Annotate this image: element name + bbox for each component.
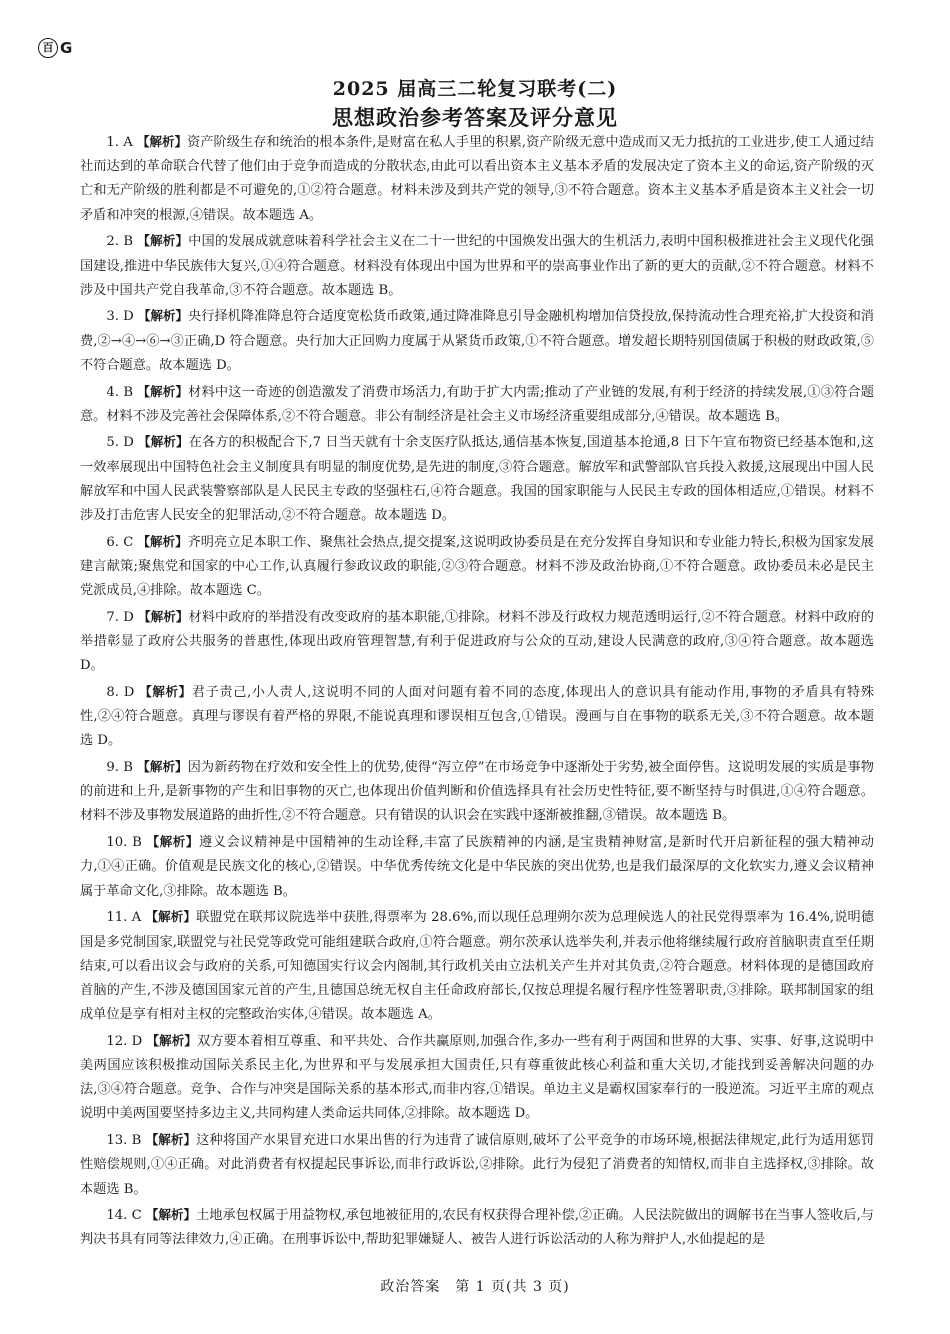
answer-item <box>80 1029 874 1127</box>
answer-item <box>80 605 874 679</box>
answer-number: 14. C <box>106 1208 142 1224</box>
answer-number: 2. B <box>106 234 134 250</box>
answer-explanation: 在各方的积极配合下,7 日当天就有十余支医疗队抵达,通信基本恢复,国道基本抢通,8 日下午宣布物资已经基本饱和,这一效率展现出中国特色社会主义制度具有明显的制度优势,是先进的制度,③符合题意。解放军和武警部队官兵投入救援,这展现出中国人民解放军和中国人民武装警察部队是人民民主专政的坚强柱石,④符合题意。我国的国家职能与人民民主专政的国体相适应,①错误。材料不涉及打击危害人民安全的犯罪活动,②不符合题意。故本题选 D。 <box>80 435 874 524</box>
analysis-tag: 【解析】 <box>137 308 189 324</box>
logo-circle-mark: 百 <box>38 38 58 58</box>
analysis-tag: 【解析】 <box>146 1032 197 1048</box>
page-subtitle: 思想政治参考答案及评分意见 <box>332 105 618 130</box>
answer-item <box>80 755 874 829</box>
answer-explanation: 央行择机降准降息符合适度宽松货币政策,通过降准降息引导金融机构增加信贷投放,保持流动性合理充裕,扩大投资和消费,②→④→⑥→③正确,D 符合题意。央行加大正回购力度属于从紧货币政策,①不符合题意。增发超长期特别国债属于积极的财政政策,⑤不符合题意。故本题选 D。 <box>80 309 874 373</box>
answer-item <box>80 130 874 228</box>
answer-number: 11. A <box>106 910 142 926</box>
answer-item <box>80 680 874 754</box>
logo <box>38 38 72 58</box>
answer-item <box>80 830 874 904</box>
analysis-tag: 【解析】 <box>136 134 188 149</box>
analysis-tag: 【解析】 <box>145 1207 197 1223</box>
analysis-tag: 【解析】 <box>145 909 197 925</box>
answer-explanation: 这种将国产水果冒充进口水果出售的行为违背了诚信原则,破坏了公平竞争的市场环境,根据法律规定,此行为适用惩罚性赔偿规则,①④正确。对此消费者有权提起民事诉讼,而非行政诉讼,②排除。此行为侵犯了消费者的知情权,而非自主选择权,③排除。故本题选 B。 <box>80 1133 875 1197</box>
answer-explanation: 资产阶级生存和统治的根本条件,是财富在私人手里的积累,资产阶级无意中造成而又无力抵抗的工业进步,使工人通过结社而达到的革命联合代替了他们由于竞争而造成的分散状态,由此可以看出资本主义基本矛盾的发展决定了资本主义的命运,资产阶级的灭亡和无产阶级的胜利都是不可避免的,①②符合题意。材料未涉及到共产党的领导,③不符合题意。资本主义基本矛盾是资本主义社会一切矛盾和冲突的根源,④错误。故本题选 A。 <box>80 135 874 223</box>
logo-letter: G <box>60 39 73 57</box>
page-title: 2025 届高三二轮复习联考(二) <box>332 78 618 100</box>
analysis-tag: 【解析】 <box>138 434 189 450</box>
answer-number: 12. D <box>106 1033 143 1049</box>
answer-explanation: 材料中政府的举措没有改变政府的基本职能,①排除。材料不涉及行政权力规范透明运行,②不符合题意。材料中政府的举措彰显了政府公共服务的普惠性,体现出政府管理智慧,有利于促进政府与公众的互动,建设人民满意的政府,③④符合题意。故本题选 D。 <box>80 609 874 674</box>
analysis-tag: 【解析】 <box>145 1132 197 1148</box>
answer-explanation: 齐明亮立足本职工作、聚焦社会热点,提交提案,这说明政协委员是在充分发挥自身知识和专业能力特长,积极为国家发展建言献策;聚焦党和国家的中心工作,认真履行参政议政的职能,②③符合题意。材料不涉及政治协商,①不符合题意。政协委员未必是民主党派成员,④排除。故本题选 C。 <box>80 534 874 599</box>
answer-explanation: 遵义会议精神是中国精神的生动诠释,丰富了民族精神的内涵,是宝贵精神财富,是新时代开启新征程的强大精神动力,①④正确。价值观是民族文化的核心,②错误。中华优秀传统文化是中华民族的突出优势,也是我们最深厚的文化软实力,遵义会议精神属于革命文化,③排除。故本题选 B。 <box>80 835 874 899</box>
answer-number: 13. B <box>106 1133 142 1149</box>
answer-explanation: 材料中这一奇迹的创造激发了消费市场活力,有助于扩大内需;推动了产业链的发展,有利于经济的持续发展,①③符合题意。材料不涉及完善社会保障体系,②不符合题意。非公有制经济是社会主义市场经济重要组成部分,④错误。故本题选 B。 <box>80 384 874 424</box>
analysis-tag: 【解析】 <box>137 759 188 775</box>
answer-number: 9. B <box>106 760 133 776</box>
answer-item <box>80 905 874 1027</box>
answer-explanation: 中国的发展成就意味着科学社会主义在二十一世纪的中国焕发出强大的生机活力,表明中国积极推进社会主义现代化强国建设,推进中华民族伟大复兴,①④符合题意。材料没有体现出中国为世界和平的崇高事业作出了新的更大的贡献,②不符合题意。材料不涉及中国共产党自我革命,③不符合题意。故本题选 B。 <box>80 234 874 298</box>
answer-number: 1. A <box>106 135 133 150</box>
answer-item <box>80 229 874 303</box>
answer-explanation: 双方要本着相互尊重、和平共处、合作共赢原则,加强合作,多办一些有利于两国和世界的大事、实事、好事,这说明中美两国应该积极推动国际关系民主化,为世界和平与发展承担大国责任,只有尊重彼此核心利益和重大关切,才能找到妥善解决问题的办法,③④符合题意。竞争、合作与冲突是国际关系的基本形式,而非内容,①错误。单边主义是霸权国家奉行的一股逆流。习近平主席的观点说明中美两国要坚持多边主义,共同构建人类命运共同体,②排除。故本题选 D。 <box>80 1033 874 1122</box>
analysis-tag: 【解析】 <box>138 608 189 624</box>
answer-item <box>80 304 874 378</box>
answer-item <box>80 530 874 604</box>
answer-item <box>80 1203 874 1252</box>
analysis-tag: 【解析】 <box>146 834 199 850</box>
answer-list <box>80 130 874 1254</box>
page-footer: 政治答案 第 1 页(共 3 页) <box>380 1279 570 1295</box>
analysis-tag: 【解析】 <box>137 383 189 399</box>
answer-explanation: 君子责己,小人责人,这说明不同的人面对问题有着不同的态度,体现出人的意识具有能动作用,事物的矛盾具有特殊性,②④符合题意。真理与谬误有着严格的界限,不能说真理和谬误相互包含,①错误。漫画与自在事物的联系无关,③不符合题意。故本题选 D。 <box>80 684 874 749</box>
analysis-tag: 【解析】 <box>137 533 188 549</box>
answer-explanation: 土地承包权属于用益物权,承包地被征用的,农民有权获得合理补偿,②正确。人民法院做出的调解书在当事人签收后,与判决书具有同等法律效力,④正确。在刑事诉讼中,帮助犯罪嫌疑人、被告人进行诉讼活动的人称为辩护人,水仙提起的是 <box>80 1208 874 1248</box>
analysis-tag: 【解析】 <box>139 683 192 699</box>
answer-explanation: 联盟党在联邦议院选举中获胜,得票率为 28.6%,而以现任总理朔尔茨为总理候选人的社民党得票率为 16.4%,说明德国是多党制国家,联盟党与社民党等政党可能组建联合政府,①符合题意。朔尔茨承认选举失利,并表示他将继续履行政府首脑职责直至任期结束,可以看出议会与政府的关系,可知德国实行议会内阁制,其行政机关由立法机关产生并对其负责,②符合题意。材料体现的是德国政府首脑的产生,不涉及德国国家元首的产生,且德国总统无权自主任命政府部长,仅按总理提名履行程序性签署职责,③排除。联邦制国家的组成单位是享有相对主权的完整政治实体,④错误。故本题选 A。 <box>80 910 874 1023</box>
answer-number: 8. D <box>106 684 135 700</box>
answer-explanation: 因为新药物在疗效和安全性上的优势,使得“泻立停”在市场竞争中逐渐处于劣势,被全面停售。这说明发展的实质是事物的前进和上升,是新事物的产生和旧事物的灭亡,也体现出价值判断和价值选择具有社会历史性特征,要不断坚持与时俱进,①④符合题意。材料不涉及事物发展道路的曲折性,②不符合题意。只有错误的认识会在实践中逐渐被推翻,③错误。故本题选 B。 <box>80 760 874 824</box>
answer-item <box>80 430 874 528</box>
answer-item <box>80 1128 874 1202</box>
answer-number: 4. B <box>106 384 134 400</box>
answer-number: 10. B <box>106 835 142 851</box>
answer-number: 7. D <box>106 609 134 625</box>
answer-number: 6. C <box>106 534 134 550</box>
answer-number: 5. D <box>106 435 134 451</box>
answer-item <box>80 380 874 429</box>
answer-number: 3. D <box>106 309 134 325</box>
analysis-tag: 【解析】 <box>137 233 189 249</box>
